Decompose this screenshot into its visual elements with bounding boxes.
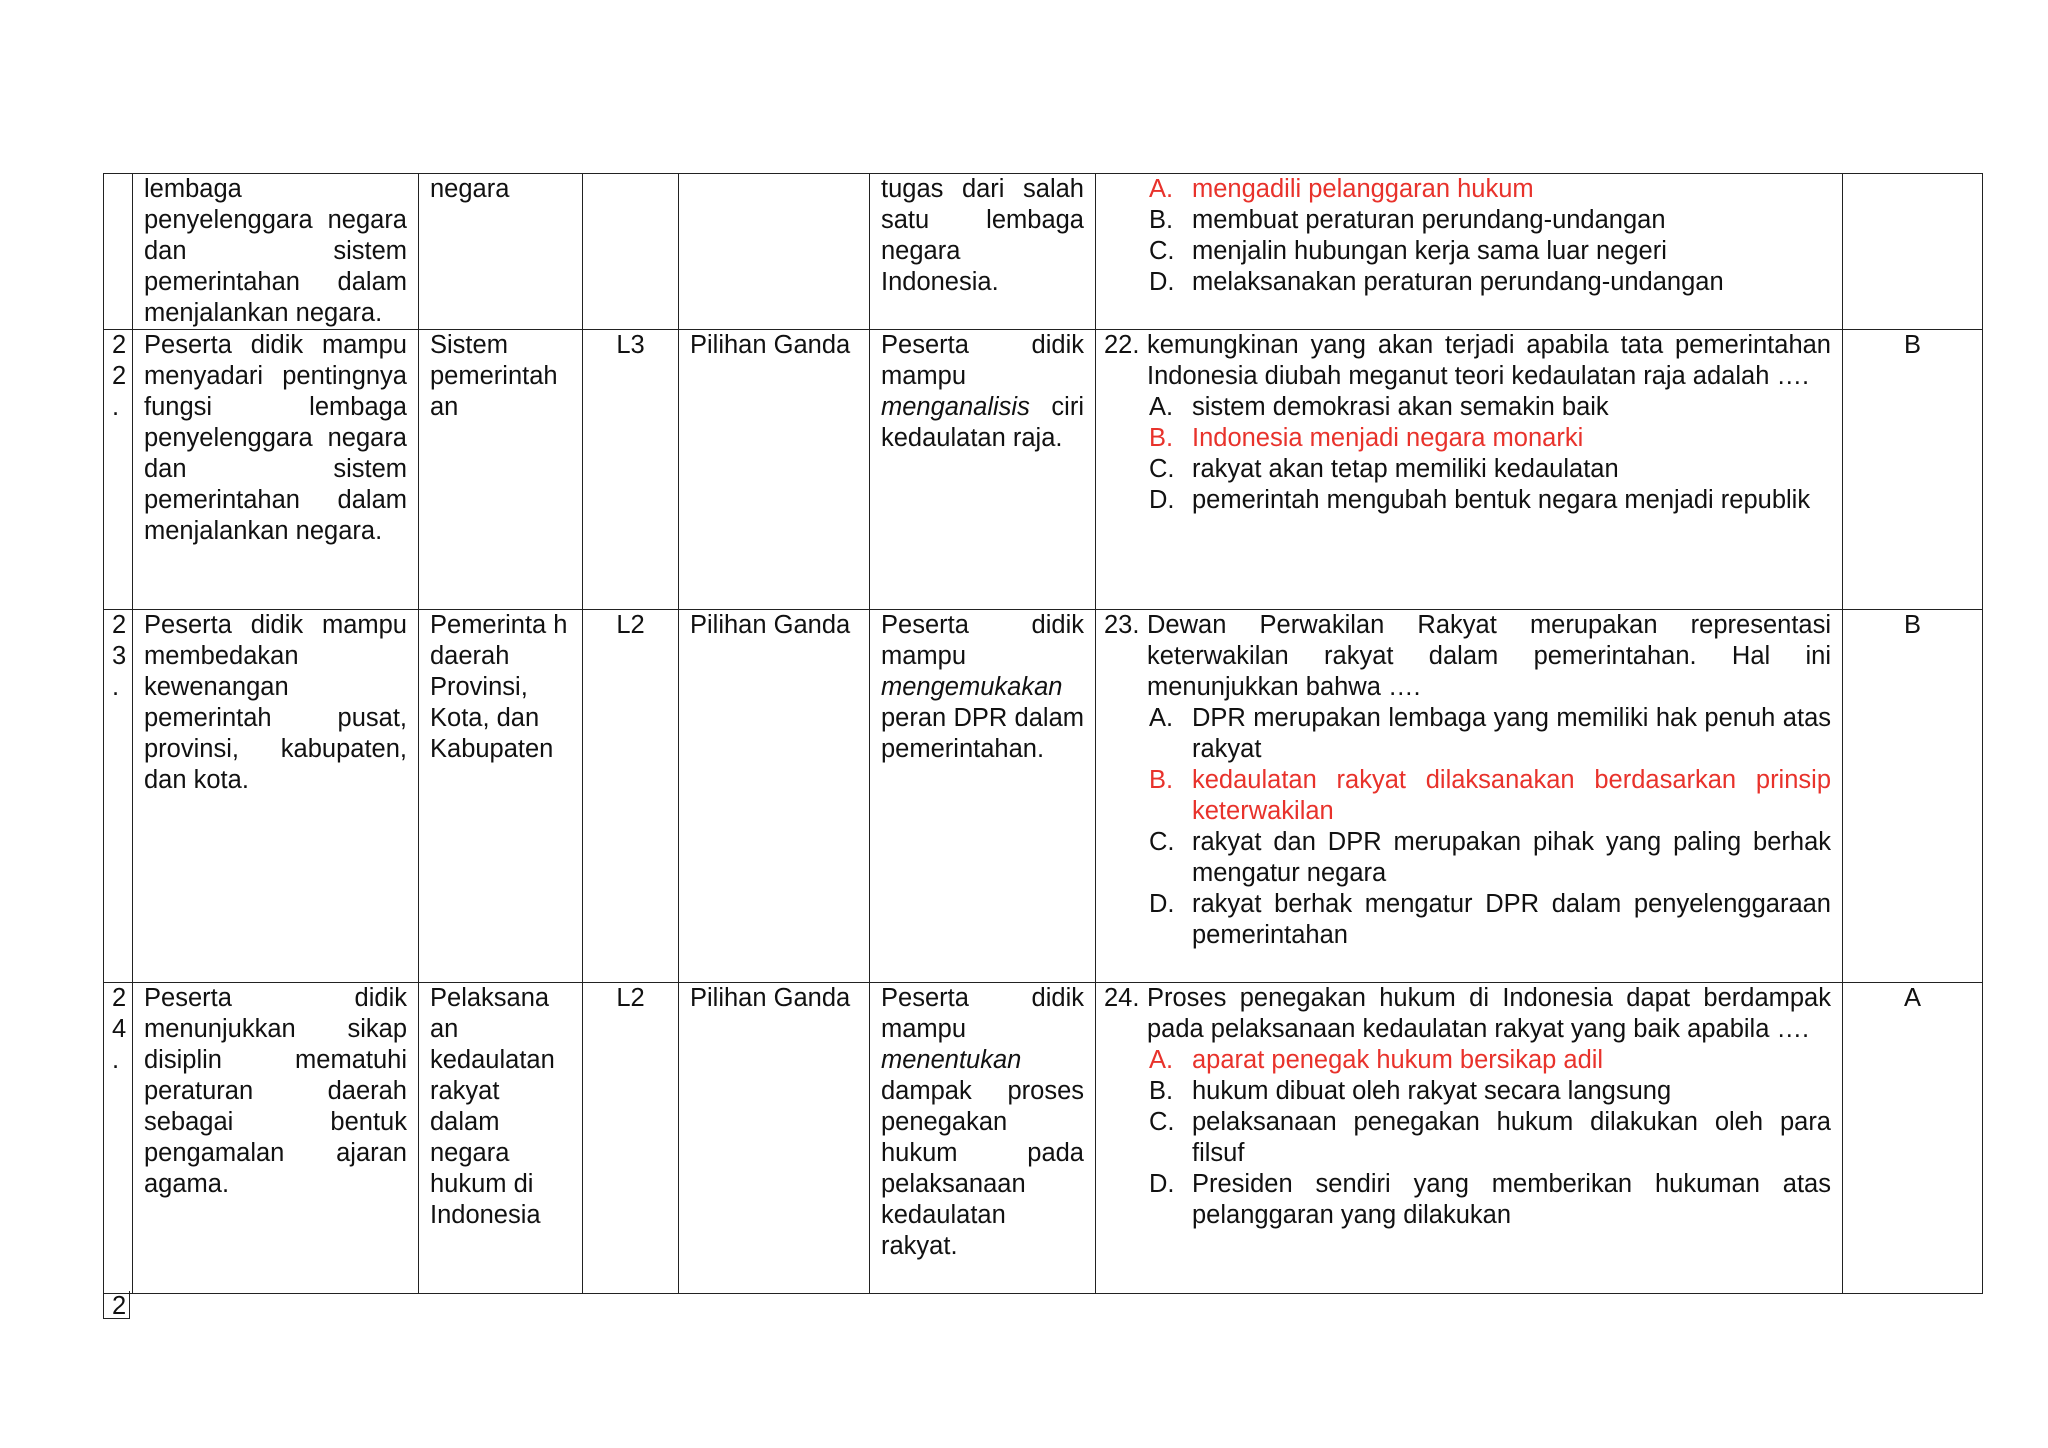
question-number: 22. xyxy=(1104,331,1140,359)
answer-option xyxy=(1104,485,1831,516)
option-letter: B. xyxy=(1149,1077,1174,1105)
question-row xyxy=(104,983,1983,1294)
row-number: 2 3 . xyxy=(104,610,133,983)
operational-verb: mengemukakan xyxy=(881,673,1063,701)
option-text: membuat peraturan perundang-undangan xyxy=(1192,206,1666,234)
answer-option xyxy=(1104,205,1831,236)
option-letter: D. xyxy=(1149,268,1175,296)
question-indicator-text: ciri kedaulatan raja. xyxy=(881,393,1084,452)
next-row-number: 2 xyxy=(103,1291,130,1319)
question-indicator-text: tugas dari salah satu lembaga negara Indonesia. xyxy=(881,175,1084,296)
option-letter: A. xyxy=(1149,175,1174,203)
material-cell: negara xyxy=(419,174,583,330)
question-cell xyxy=(1096,174,1843,330)
option-letter: B. xyxy=(1149,206,1174,234)
answer-option xyxy=(1104,454,1831,485)
answer-key-cell: B xyxy=(1843,610,1983,983)
answer-option xyxy=(1104,889,1831,951)
question-stem-text: Dewan Perwakilan Rakyat merupakan representasi keterwakilan rakyat dalam pemerintahan. Hal ini menunjukkan bahwa …. xyxy=(1147,611,1831,701)
question-cell xyxy=(1096,610,1843,983)
option-text: melaksanakan peraturan perundang-undangan xyxy=(1192,268,1724,296)
question-stem xyxy=(1104,330,1831,392)
answer-key-cell: B xyxy=(1843,330,1983,610)
row-number xyxy=(104,174,133,330)
operational-verb: menganalisis xyxy=(881,393,1030,421)
question-grid-table xyxy=(103,173,1983,1294)
answer-option xyxy=(1104,827,1831,889)
option-text: rakyat dan DPR merupakan pihak yang paling berhak mengatur negara xyxy=(1192,828,1831,887)
option-text: kedaulatan rakyat dilaksanakan berdasarkan prinsip keterwakilan xyxy=(1192,766,1831,825)
material-cell: Pelaksana an kedaulatan rakyat dalam negara hukum di Indonesia xyxy=(419,983,583,1294)
option-letter: C. xyxy=(1149,828,1175,856)
question-indicator-cell xyxy=(870,983,1096,1294)
question-row xyxy=(104,330,1983,610)
option-letter: D. xyxy=(1149,890,1175,918)
answer-option xyxy=(1104,703,1831,765)
question-indicator-text: Peserta didik mampu xyxy=(881,331,1084,390)
answer-option-correct xyxy=(1104,1045,1831,1076)
question-indicator-cell xyxy=(870,330,1096,610)
question-indicator-text: peran DPR dalam pemerintahan. xyxy=(881,704,1084,763)
question-row xyxy=(104,174,1983,330)
question-number: 23. xyxy=(1104,611,1140,639)
question-cell xyxy=(1096,330,1843,610)
option-text: DPR merupakan lembaga yang memiliki hak penuh atas rakyat xyxy=(1192,704,1831,763)
option-text: mengadili pelanggaran hukum xyxy=(1192,175,1534,203)
option-text: Indonesia menjadi negara monarki xyxy=(1192,424,1584,452)
option-text: pelaksanaan penegakan hukum dilakukan oleh para filsuf xyxy=(1192,1108,1831,1167)
competency-indicator: Peserta didik menunjukkan sikap disiplin mematuhi peraturan daerah sebagai bentuk pengamalan ajaran agama. xyxy=(133,983,419,1294)
row-number: 2 2 . xyxy=(104,330,133,610)
answer-option xyxy=(1104,1107,1831,1169)
option-letter: C. xyxy=(1149,455,1175,483)
answer-option-correct xyxy=(1104,423,1831,454)
row-number: 2 4 . xyxy=(104,983,133,1294)
answer-option-correct xyxy=(1104,174,1831,205)
question-cell xyxy=(1096,983,1843,1294)
question-stem xyxy=(1104,983,1831,1045)
option-letter: A. xyxy=(1149,704,1174,732)
question-form-cell: Pilihan Ganda xyxy=(679,610,870,983)
answer-option xyxy=(1104,392,1831,423)
operational-verb: menentukan xyxy=(881,1046,1022,1074)
option-letter: C. xyxy=(1149,237,1175,265)
answer-option xyxy=(1104,267,1831,298)
option-text: hukum dibuat oleh rakyat secara langsung xyxy=(1192,1077,1672,1105)
competency-indicator: Peserta didik mampu membedakan kewenangan pemerintah pusat, provinsi, kabupaten, dan kota. xyxy=(133,610,419,983)
question-form-cell xyxy=(679,174,870,330)
question-indicator-text: Peserta didik mampu xyxy=(881,984,1084,1043)
material-cell: Sistem pemerintah an xyxy=(419,330,583,610)
option-letter: D. xyxy=(1149,1170,1175,1198)
answer-option xyxy=(1104,1076,1831,1107)
answer-key-cell xyxy=(1843,174,1983,330)
question-form-cell: Pilihan Ganda xyxy=(679,330,870,610)
option-text: pemerintah mengubah bentuk negara menjadi republik xyxy=(1192,486,1811,514)
option-letter: A. xyxy=(1149,393,1174,421)
question-indicator-text: dampak proses penegakan hukum pada pelaksanaan kedaulatan rakyat. xyxy=(881,1077,1084,1260)
option-text: sistem demokrasi akan semakin baik xyxy=(1192,393,1609,421)
option-text: Presiden sendiri yang memberikan hukuman atas pelanggaran yang dilakukan xyxy=(1192,1170,1831,1229)
question-form-cell: Pilihan Ganda xyxy=(679,983,870,1294)
question-stem-text: kemungkinan yang akan terjadi apabila tata pemerintahan Indonesia diubah meganut teori kedaulatan raja adalah …. xyxy=(1147,331,1831,390)
competency-indicator: Peserta didik mampu menyadari pentingnya fungsi lembaga penyelenggara negara dan sistem pemerintahan dalam menjalankan negara. xyxy=(133,330,419,610)
option-letter: D. xyxy=(1149,486,1175,514)
option-text: menjalin hubungan kerja sama luar negeri xyxy=(1192,237,1667,265)
competency-indicator: lembaga penyelenggara negara dan sistem pemerintahan dalam menjalankan negara. xyxy=(133,174,419,330)
option-letter: C. xyxy=(1149,1108,1175,1136)
question-row xyxy=(104,610,1983,983)
answer-option xyxy=(1104,236,1831,267)
answer-option xyxy=(1104,1169,1831,1231)
option-letter: B. xyxy=(1149,766,1174,794)
question-indicator-cell xyxy=(870,610,1096,983)
question-stem-text: Proses penegakan hukum di Indonesia dapat berdampak pada pelaksanaan kedaulatan rakyat yang baik apabila …. xyxy=(1147,984,1831,1043)
option-text: rakyat berhak mengatur DPR dalam penyelenggaraan pemerintahan xyxy=(1192,890,1831,949)
option-letter: B. xyxy=(1149,424,1174,452)
question-stem xyxy=(1104,610,1831,703)
level-cell: L2 xyxy=(583,983,679,1294)
option-letter: A. xyxy=(1149,1046,1174,1074)
level-cell: L3 xyxy=(583,330,679,610)
option-text: rakyat akan tetap memiliki kedaulatan xyxy=(1192,455,1619,483)
material-cell: Pemerinta h daerah Provinsi, Kota, dan Kabupaten xyxy=(419,610,583,983)
level-cell xyxy=(583,174,679,330)
answer-option-correct xyxy=(1104,765,1831,827)
level-cell: L2 xyxy=(583,610,679,983)
question-number: 24. xyxy=(1104,984,1140,1012)
question-indicator-cell xyxy=(870,174,1096,330)
answer-key-cell: A xyxy=(1843,983,1983,1294)
option-text: aparat penegak hukum bersikap adil xyxy=(1192,1046,1604,1074)
question-indicator-text: Peserta didik mampu xyxy=(881,611,1084,670)
